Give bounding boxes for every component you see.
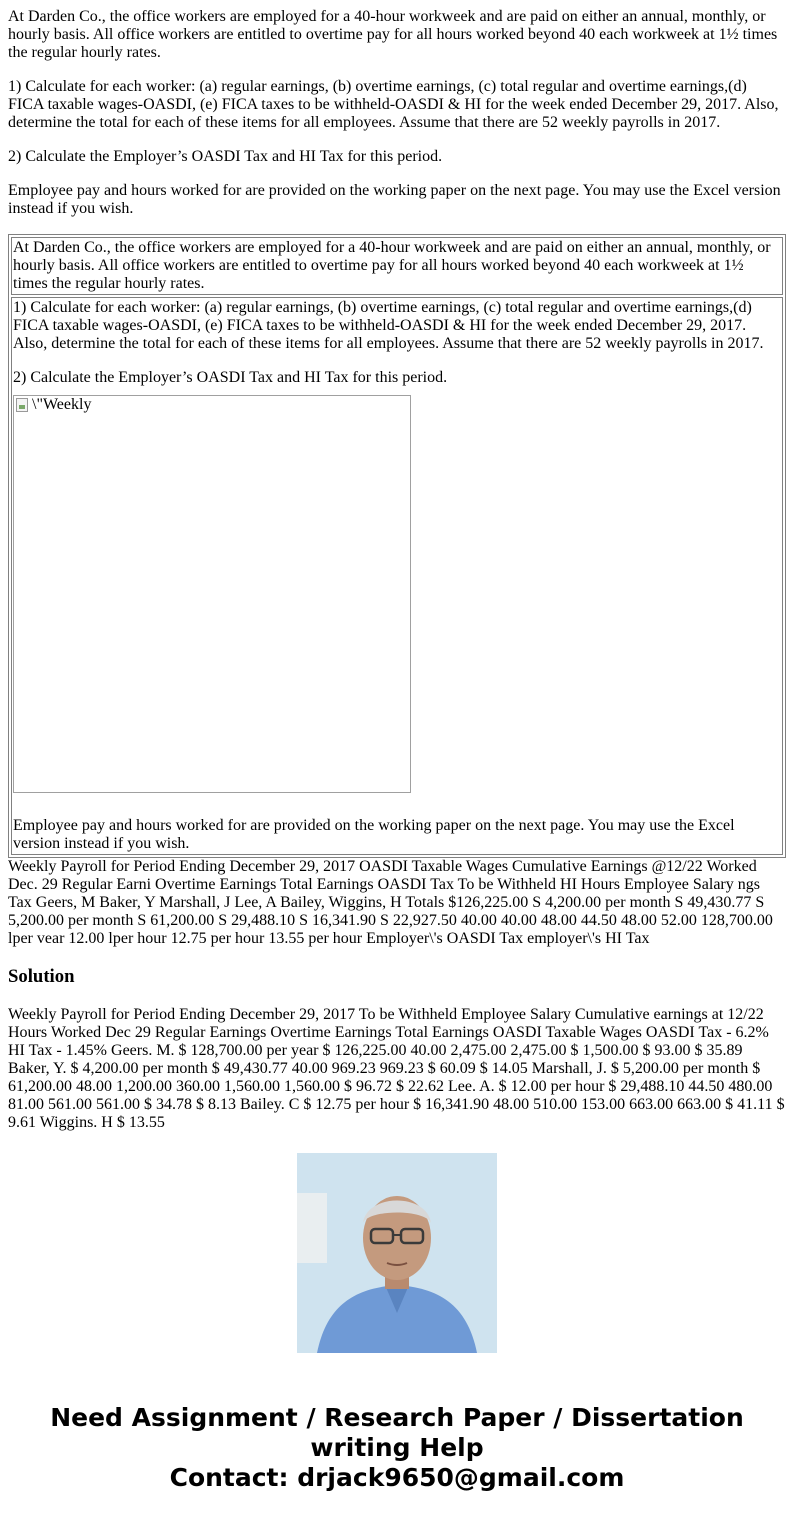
problem-table-cell-1: At Darden Co., the office workers are employed for a 40-hour workweek and are paid on either an annual, monthly, or hourly basis. All office workers are entitled to overtime pay for all hours worked beyond 40 each workweek at 1½ times the regular hourly rates. (11, 237, 783, 295)
intro-paragraph-2: 1) Calculate for each worker: (a) regular earnings, (b) overtime earnings, (c) total regular and overtime earnings,(d) FICA taxable wages-OASDI, (e) FICA taxes to be withheld-OASDI & HI for the week ended December 29, 2017. Also, determine the total for each of these items for all employees. Assume that there are 52 weekly payrolls in 2017. (8, 78, 779, 131)
author-avatar (297, 1153, 497, 1353)
solution-heading: Solution (8, 966, 75, 987)
avatar-photo (297, 1153, 497, 1353)
banner-line-1: Need Assignment / Research Paper / Dissertation (50, 1403, 744, 1432)
intro-paragraph-4: Employee pay and hours worked for are provided on the working paper on the next page. You may use the Excel version instead if you wish. (8, 182, 781, 217)
intro-paragraph-3: 2) Calculate the Employer’s OASDI Tax and HI Tax for this period. (8, 148, 443, 165)
table-paragraph-employer: 2) Calculate the Employer’s OASDI Tax and HI Tax for this period. (13, 369, 448, 386)
table-paragraph-calc: 1) Calculate for each worker: (a) regular earnings, (b) overtime earnings, (c) total regular and overtime earnings,(d) FICA taxable wages-OASDI, (e) FICA taxes to be withheld-OASDI & HI for the week ended December 29, 2017. Also, determine the total for each of these items for all employees. Assume that there are 52 weekly payrolls in 2017. (13, 299, 764, 352)
payroll-raw-text: Weekly Payroll for Period Ending December 29, 2017 OASDI Taxable Wages Cumulative Earnings @12/22 Worked Dec. 29 Regular Earni Overtime Earnings Total Earnings OASDI Tax To be Withheld HI Hours Employee Salary ngs Tax Geers, M Baker, Y Marshall, J Lee, A Bailey, Wiggins, H Totals $126,225.00 S 4,200.00 per month S 49,430.77 S 5,200.00 per month S 61,200.00 S 29,488.10 S 16,341.90 S 22,927.50 40.00 40.00 48.00 44.50 48.00 52.00 128,700.00 lper vear 12.00 lper hour 12.75 per hour 13.55 per hour Employer\'s OASDI Tax employer\'s HI Tax (8, 858, 773, 947)
document-body (8, 8, 786, 1131)
intro-paragraph-1: At Darden Co., the office workers are employed for a 40-hour workweek and are paid on either an annual, monthly, or hourly basis. All office workers are entitled to overtime pay for all hours worked beyond 40 each workweek at 1½ times the regular hourly rates. (8, 8, 778, 61)
image-alt-text: \"Weekly (32, 396, 92, 413)
table-paragraph-working-paper: Employee pay and hours worked for are provided on the working paper on the next page. You may use the Excel version instead if you wish. (13, 817, 735, 852)
broken-image-icon (16, 398, 28, 412)
banner-contact-email[interactable]: Contact: drjack9650@gmail.com (169, 1463, 625, 1492)
banner-line-2: writing Help (310, 1433, 484, 1462)
contact-banner (0, 1403, 794, 1493)
problem-table (8, 234, 786, 858)
problem-table-cell-2 (11, 297, 783, 855)
solution-text: Weekly Payroll for Period Ending December 29, 2017 To be Withheld Employee Salary Cumulative earnings at 12/22 Hours Worked Dec 29 Regular Earnings Overtime Earnings Total Earnings OASDI Taxable Wages OASDI Tax - 6.2% HI Tax - 1.45% Geers. M. $ 128,700.00 per year $ 126,225.00 40.00 2,475.00 2,475.00 $ 1,500.00 $ 93.00 $ 35.89 Baker, Y. $ 4,200.00 per month $ 49,430.77 40.00 969.23 969.23 $ 60.09 $ 14.05 Marshall, J. $ 5,200.00 per month $ 61,200.00 48.00 1,200.00 360.00 1,560.00 1,560.00 $ 96.72 $ 22.62 Lee. A. $ 12.00 per hour $ 29,488.10 44.50 480.00 81.00 561.00 561.00 $ 34.78 $ 8.13 Bailey. C $ 12.75 per hour $ 16,341.90 48.00 510.00 153.00 663.00 663.00 $ 41.11 $ 9.61 Wiggins. H $ 13.55 (8, 1006, 785, 1131)
broken-payroll-image (13, 395, 411, 793)
